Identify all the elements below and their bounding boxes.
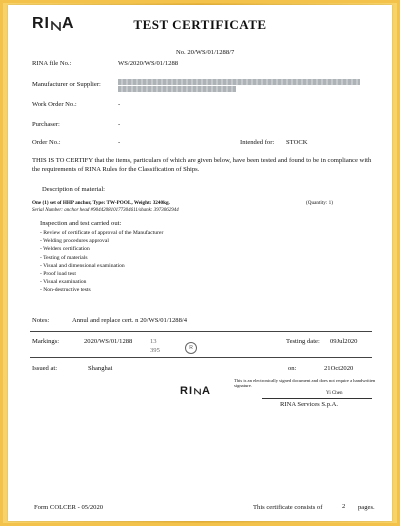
- company-name: RINA Services S.p.A.: [280, 401, 339, 408]
- signature-line: [262, 398, 372, 399]
- divider: [30, 331, 372, 332]
- item-serial: Serial Number: anchor head #904420810177304611/shank: 3973062944: [32, 208, 179, 213]
- issued-label: Issued at:: [32, 365, 58, 372]
- footer-form: Form COLCER - 05/2020: [34, 504, 104, 511]
- esign-note: This is an electronically signed document and does not require a handwritten signature.: [234, 378, 376, 388]
- signer-name: Yi Chen: [326, 391, 343, 396]
- list-item: - Non-destructive tests: [40, 287, 91, 294]
- list-item: - Review of certificate of approval of the Manufacturer: [40, 230, 164, 236]
- item-description: One (1) set of HHP anchor, Type: TW-POOL, Weight: 3240kg.: [32, 200, 170, 206]
- work-order-label: Work Order No.:: [32, 101, 77, 108]
- list-item: - Visual and dimensional examination: [40, 262, 125, 269]
- purchaser-label: Purchaser:: [32, 121, 60, 128]
- on-value: 21Oct2020: [324, 365, 354, 372]
- issued-value: Shanghai: [88, 365, 113, 372]
- rina-file-value: WS/2020/WS/01/1288: [118, 60, 179, 67]
- testing-date-label: Testing date:: [286, 338, 320, 345]
- inspection-label: Inspection and test carried out:: [40, 220, 122, 227]
- order-value: -: [118, 139, 121, 146]
- list-item: - Visual examination: [40, 279, 87, 286]
- page-title: TEST CERTIFICATE: [133, 17, 267, 32]
- markings-code-1: 13: [150, 338, 157, 345]
- certify-statement: THIS IS TO CERTIFY that the items, particulars of which are given below, have been tested and found to be in compliance with the requirements of RINA Rules for the Classification of Ships.: [32, 157, 372, 173]
- description-label: Description of material:: [42, 186, 105, 193]
- footer-pages-label: This certificate consists of: [253, 504, 323, 511]
- list-item: - Welders certification: [40, 246, 90, 253]
- on-label: on:: [288, 365, 297, 372]
- intended-label: Intended for:: [240, 139, 275, 146]
- footer-pages-unit: pages.: [358, 504, 375, 511]
- list-item: - Proof load test: [40, 271, 76, 278]
- inspection-list: [40, 229, 380, 295]
- list-item: - Welding procedures approval: [40, 238, 109, 245]
- logo-text-left: RI: [32, 15, 50, 32]
- rina-file-label: RINA file No.:: [32, 60, 72, 67]
- order-label: Order No.:: [32, 139, 61, 146]
- approval-stamp-icon: R: [185, 342, 197, 354]
- markings-value: 2020/WS/01/1288: [84, 338, 133, 345]
- logo-text-right: A: [62, 15, 75, 32]
- seal-text-right: A: [202, 385, 211, 397]
- manufacturer-redacted: [118, 79, 360, 93]
- divider: [30, 357, 372, 358]
- testing-date-value: 09Jul2020: [330, 338, 358, 345]
- purchaser-value: -: [118, 121, 121, 128]
- work-order-value: -: [118, 101, 121, 108]
- notes-label: Notes:: [32, 317, 50, 324]
- certificate-page: [8, 5, 392, 521]
- notes-value: Annul and replace cert. n 20/WS/01/1288/4: [72, 317, 187, 324]
- item-quantity: (Quantity: 1): [306, 200, 333, 206]
- rina-seal-logo: [180, 385, 211, 397]
- markings-label: Markings:: [32, 338, 60, 345]
- footer-pages-value: 2: [342, 503, 346, 510]
- markings-code-2: 395: [150, 347, 160, 354]
- certificate-number: No. 20/WS/01/1288/7: [176, 49, 235, 56]
- intended-value: STOCK: [286, 139, 308, 146]
- manufacturer-label: Manufacturer or Supplier:: [32, 81, 101, 88]
- seal-text-left: RI: [180, 385, 193, 397]
- list-item: - Testing of materials: [40, 254, 88, 261]
- rina-n-mark-icon: [194, 388, 201, 395]
